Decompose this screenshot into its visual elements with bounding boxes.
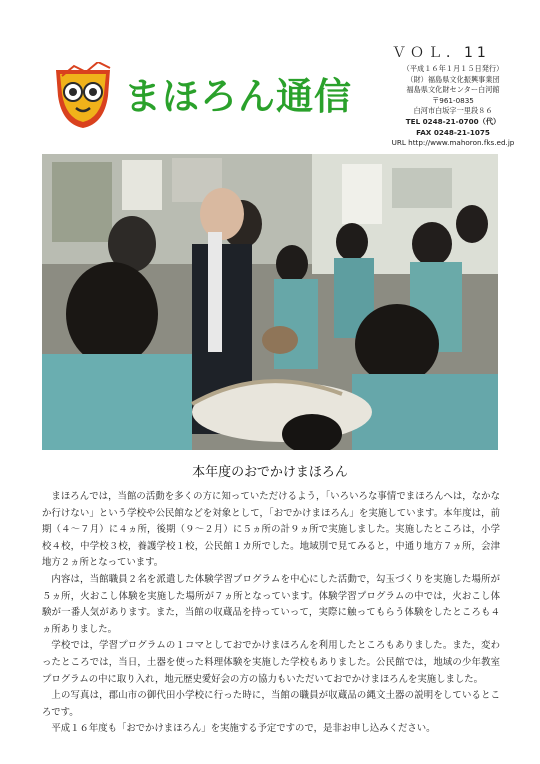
- article-paragraph: 学校では，学習プログラムの１コマとしておでかけまほろんを利用したところもありました。また，変わったところでは，当日，土器を使った料理体験を実施した学校もありました。公民館では，地域の少年教室プログラムの中に取り入れ，地元歴史愛好会の方の協力もいただいておでかけまほろんを実施しました。: [42, 640, 500, 685]
- publisher-center: 福島県文化財センター白河館: [406, 85, 500, 95]
- telephone: TEL 0248-21-0700（代）: [405, 116, 501, 126]
- classroom-photo: [42, 154, 498, 450]
- postal-code: 〒961-0835: [432, 95, 474, 105]
- article-paragraph: まほろんでは，当館の活動を多くの方に知っていただけるよう，「いろいろな事情でまほろんへは，なかなか行けない」という学校や公民館などを対象として，「おでかけまほろん」を実施しています。本年度は，前期（４～７月）に４ヵ所，後期（９～２月）に５ヵ所の計９ヵ所で実施しました。実施したところは，小学校４校，中学校３校，養護学校１校，公民館１カ所でした。地域別で見てみると，中通り地方７ヵ所，会津地方２ヵ所となっています。: [42, 491, 500, 569]
- website-url: URL http://www.mahoron.fks.ed.jp: [391, 138, 515, 148]
- article-heading: 本年度のおでかけまほろん: [192, 465, 348, 480]
- newsletter-title: まほろん通信: [124, 75, 352, 118]
- mahoron-logo-icon: [52, 62, 114, 132]
- article-paragraph: 内容は，当館職員２名を派遣した体験学習プログラムを中心にした活動で，勾玉づくりを実施した場所が５ヵ所，火おこし体験を実施した場所が７ヵ所となっています。体験学習プログラムの中では，火おこし体験が一番人気があります。また，当館の収蔵品を持っていって，実際に触ってもらう体験をしたところも４ヵ所ありました。: [42, 573, 500, 635]
- fax: FAX 0248-21-1075: [416, 127, 490, 137]
- address: 白河市白坂字一里段８６: [413, 106, 493, 116]
- article-paragraph: 平成１６年度も「おでかけまほろん」を実施する予定ですので，是非お申し込みください。: [51, 723, 436, 735]
- publisher-info: [378, 64, 528, 149]
- photo-illustration: [42, 154, 498, 450]
- article-body: [42, 489, 500, 738]
- publish-date: （平成１６年１月１５日発行）: [402, 64, 504, 73]
- volume-number: ＶＯＬ．11: [392, 45, 490, 61]
- publisher-org: （財）福島県文化振興事業団: [406, 74, 500, 84]
- article-paragraph: 上の写真は，郡山市の御代田小学校に行った時に，当館の職員が収蔵品の縄文土器の説明をしているところです。: [42, 690, 500, 718]
